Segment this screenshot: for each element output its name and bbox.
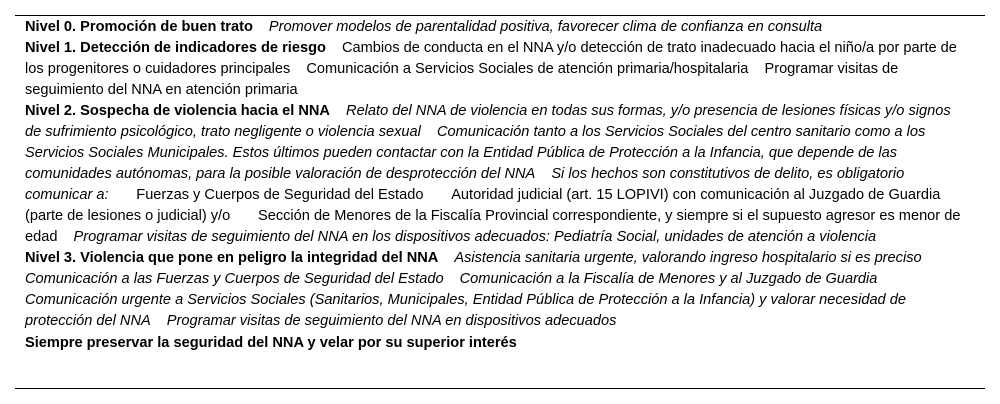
level-3-item-4: Comunicación urgente a Servicios Sociales (Sanitarios, Municipales, Entidad Pública de Protección a la Infancia) y valorar necesidad de protección del NNA bbox=[25, 292, 906, 329]
level-0-row bbox=[25, 17, 965, 38]
level-2-item-3: Si los hechos son constitutivos de delito, es obligatorio comunicar a: bbox=[25, 166, 905, 203]
level-1-item-1: Cambios de conducta en el NNA y/o detección de trato inadecuado hacia el niño/a por parte de los progenitores o cuidadores principales bbox=[25, 40, 957, 77]
level-3-title: Nivel 3. Violencia que pone en peligro la integridad del NNA bbox=[25, 250, 439, 266]
level-2-item-1: Relato del NNA de violencia en todas sus formas, y/o presencia de lesiones físicas y/o signos de sufrimiento psicológico, trato negligente o violencia sexual bbox=[25, 103, 951, 140]
level-2-title: Nivel 2. Sospecha de violencia hacia el NNA bbox=[25, 103, 330, 119]
level-2-item-6: Sección de Menores de la Fiscalía Provincial correspondiente, y siempre si el supuesto agresor es menor de edad bbox=[25, 208, 961, 245]
level-1-row bbox=[25, 38, 965, 101]
level-3-item-2: Comunicación a las Fuerzas y Cuerpos de Seguridad del Estado bbox=[25, 271, 444, 287]
bottom-rule bbox=[15, 388, 985, 389]
level-2-item-5: Autoridad judicial (art. 15 LOPIVI) con comunicación al Juzgado de Guardia (parte de lesiones o judicial) y/o bbox=[25, 187, 941, 224]
level-2-row bbox=[25, 101, 965, 248]
level-1-item-2: Comunicación a Servicios Sociales de atención primaria/hospitalaria bbox=[306, 61, 749, 77]
level-2-item-7: Programar visitas de seguimiento del NNA en los dispositivos adecuados: Pediatría Social, unidades de atención a violencia bbox=[73, 229, 877, 245]
footer-note: Siempre preservar la seguridad del NNA y velar por su superior interés bbox=[25, 335, 517, 351]
level-1-title: Nivel 1. Detección de indicadores de riesgo bbox=[25, 40, 326, 56]
top-rule bbox=[15, 15, 985, 16]
level-3-row bbox=[25, 248, 965, 332]
level-3-item-3: Comunicación a la Fiscalía de Menores y al Juzgado de Guardia bbox=[459, 271, 878, 287]
level-1-item-3: Programar visitas de seguimiento del NNA en atención primaria bbox=[25, 61, 899, 98]
level-3-item-5: Programar visitas de seguimiento del NNA en dispositivos adecuados bbox=[166, 313, 617, 329]
level-3-item-1: Asistencia sanitaria urgente, valorando ingreso hospitalario si es preciso bbox=[454, 250, 922, 266]
level-0-title: Nivel 0. Promoción de buen trato bbox=[25, 19, 253, 35]
level-2-item-4: Fuerzas y Cuerpos de Seguridad del Estado bbox=[136, 187, 424, 203]
level-2-item-2: Comunicación tanto a los Servicios Sociales del centro sanitario como a los Servicios Sociales Municipales. Estos últimos pueden contactar con la Entidad Pública de Protección a la Infancia, que depende de las comunidades autónomas, para la posible valoración de desprotección del NNA bbox=[25, 124, 926, 182]
level-0-item-1: Promover modelos de parentalidad positiva, favorecer clima de confianza en consulta bbox=[268, 19, 823, 35]
protocol-table bbox=[25, 17, 965, 354]
